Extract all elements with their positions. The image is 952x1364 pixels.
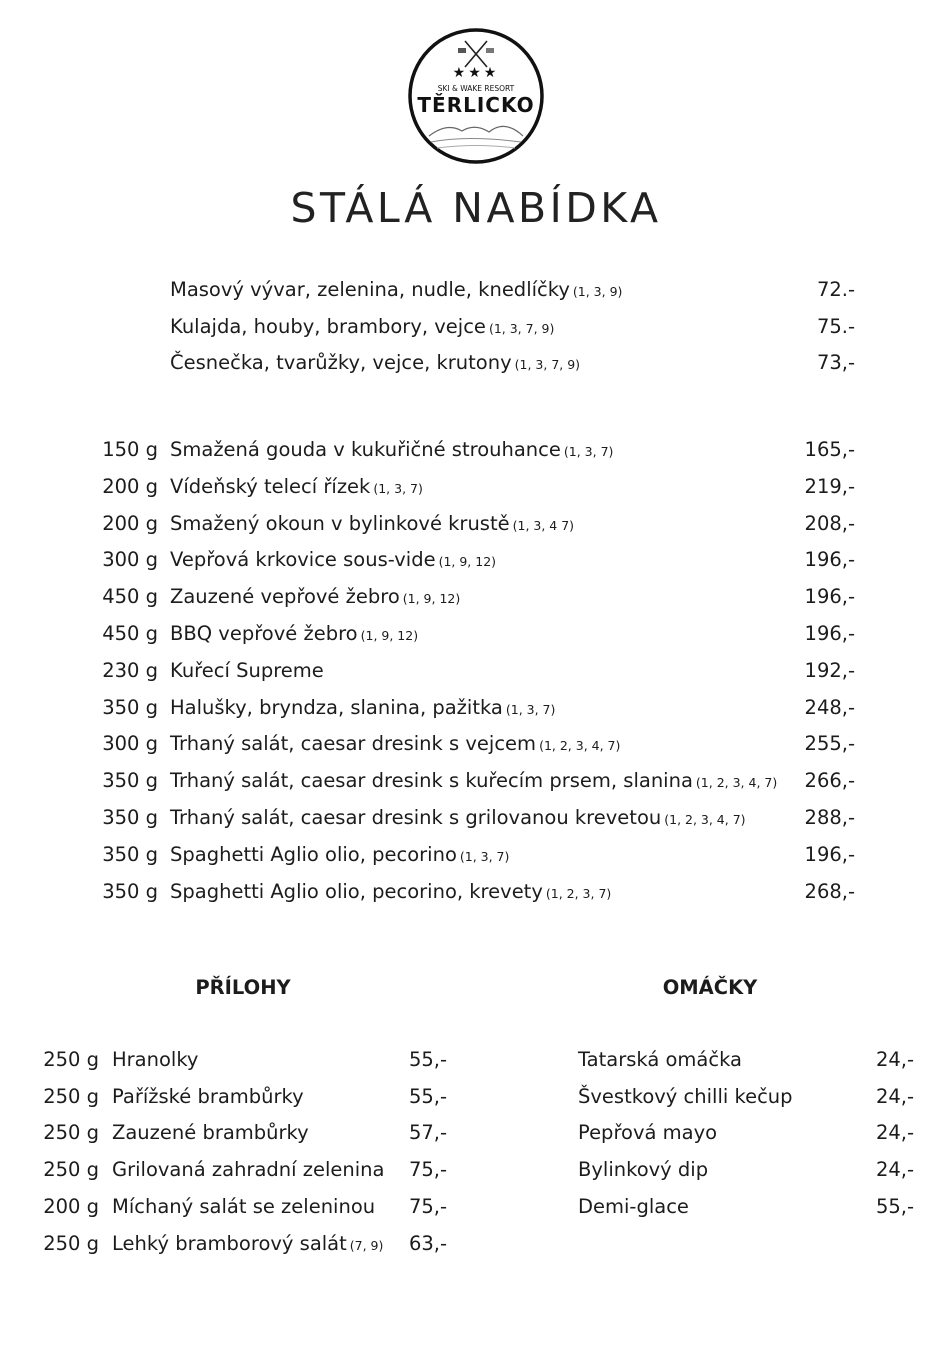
main-dish-item: [0, 622, 952, 652]
page-title: STÁLÁ NABÍDKA: [290, 184, 662, 232]
allergen-codes: (1, 2, 3, 4, 7): [539, 738, 621, 754]
dish-name: Halušky, bryndza, slanina, pažitka: [170, 695, 503, 719]
allergen-codes: (1, 3, 4 7): [512, 517, 575, 533]
dish-price: 208,-: [804, 511, 855, 535]
main-dish-item: [0, 732, 952, 762]
sauce-item: [578, 1121, 914, 1151]
side-price: 55,-: [408, 1084, 447, 1108]
soup-item: [0, 278, 952, 308]
allergen-codes: (1, 2, 3, 7): [545, 885, 612, 901]
dish-price: 73,-: [816, 351, 855, 374]
side-dish-item: [0, 1048, 470, 1078]
logo-name: TĚRLICKO: [417, 93, 535, 117]
dish-label: [170, 278, 622, 301]
side-name: Pařížské brambůrky: [112, 1084, 304, 1108]
allergen-codes: (1, 2, 3, 4, 7): [664, 812, 746, 827]
dish-weight: 300 g: [102, 548, 158, 572]
sauce-name: Bylinkový dip: [578, 1158, 709, 1182]
dish-name: Trhaný salát, caesar dresink s grilovanou krevetou: [170, 806, 662, 829]
allergen-codes: (1, 3, 7, 9): [488, 321, 555, 336]
dish-price: 196,-: [804, 622, 855, 645]
resort-logo: [407, 27, 545, 165]
main-dish-item: [0, 769, 952, 799]
sides-heading: PŘÍLOHY: [195, 976, 291, 999]
dish-label: [170, 315, 554, 338]
allergen-codes: (1, 3, 7, 9): [514, 357, 581, 372]
dish-label: [170, 438, 613, 461]
soup-item: [0, 351, 952, 381]
dish-name: Trhaný salát, caesar dresink s vejcem: [170, 732, 537, 756]
side-weight: 250 g: [43, 1084, 99, 1108]
allergen-codes: (1, 3, 7): [505, 701, 556, 717]
allergen-codes: (1, 3, 9): [572, 284, 623, 299]
sauces-heading: OMÁČKY: [662, 976, 758, 999]
dish-label: [170, 843, 509, 866]
side-price: 75,-: [408, 1158, 447, 1182]
dish-name: Kuřecí Supreme: [170, 658, 324, 682]
sauce-price: 24,-: [875, 1121, 914, 1145]
main-dish-item: [0, 806, 952, 836]
side-dish-item: [0, 1158, 470, 1188]
side-name: Lehký bramborový salát: [112, 1231, 347, 1255]
main-dish-item: [0, 880, 952, 910]
dish-weight: 350 g: [102, 842, 158, 866]
sauce-item: [578, 1085, 914, 1115]
sauce-name: Švestkový chilli kečup: [578, 1084, 793, 1108]
dish-weight: 350 g: [102, 769, 158, 793]
dish-name: Spaghetti Aglio olio, pecorino: [170, 842, 457, 866]
main-dish-item: [0, 438, 952, 468]
main-dish-item: [0, 696, 952, 726]
dish-weight: 350 g: [102, 879, 158, 903]
sauce-item: [578, 1158, 914, 1188]
allergen-codes: (1, 3, 7): [563, 444, 614, 459]
dish-price: 196,-: [804, 585, 855, 609]
side-weight: 250 g: [43, 1048, 99, 1071]
side-price: 57,-: [408, 1121, 447, 1145]
dish-price: 268,-: [804, 879, 855, 903]
sauce-price: 55,-: [875, 1194, 914, 1218]
dish-name: Spaghetti Aglio olio, pecorino, krevety: [170, 879, 543, 903]
sauce-price: 24,-: [875, 1048, 914, 1071]
dish-price: 196,-: [804, 842, 855, 866]
side-weight: 250 g: [43, 1158, 99, 1182]
dish-label: [170, 622, 418, 645]
dish-name: Vídeňský telecí řízek: [170, 474, 371, 498]
side-dish-item: [0, 1121, 470, 1151]
side-weight: 250 g: [43, 1231, 99, 1255]
allergen-codes: (1, 9, 12): [438, 554, 497, 570]
dish-price: 72.-: [816, 278, 855, 301]
allergen-codes: (1, 3, 7): [459, 848, 510, 864]
side-price: 55,-: [408, 1048, 447, 1071]
dish-label: [170, 769, 777, 792]
main-dish-item: [0, 659, 952, 689]
dish-price: 248,-: [804, 695, 855, 719]
sauce-price: 24,-: [875, 1158, 914, 1182]
sauce-item: [578, 1195, 914, 1225]
side-weight: 250 g: [43, 1121, 99, 1145]
dish-label: [170, 548, 496, 571]
side-dish-item: [0, 1195, 470, 1225]
side-name: Hranolky: [112, 1048, 199, 1071]
dish-label: [170, 585, 460, 608]
dish-label: [170, 696, 555, 719]
side-name: Grilovaná zahradní zelenina: [112, 1158, 385, 1182]
sauce-name: Demi-glace: [578, 1194, 689, 1218]
dish-label: [170, 351, 580, 374]
dish-price: 196,-: [804, 548, 855, 572]
soup-item: [0, 315, 952, 345]
dish-name: BBQ vepřové žebro: [170, 622, 358, 645]
dish-price: 266,-: [804, 769, 855, 793]
sauce-name: Pepřová mayo: [578, 1121, 718, 1145]
side-price: 63,-: [408, 1231, 447, 1255]
main-dish-item: [0, 585, 952, 615]
dish-price: 255,-: [804, 732, 855, 756]
dish-price: 288,-: [804, 806, 855, 829]
dish-name: Česnečka, tvarůžky, vejce, krutony: [170, 351, 512, 374]
dish-price: 165,-: [804, 438, 855, 461]
sauce-price: 24,-: [875, 1084, 914, 1108]
dish-weight: 350 g: [102, 806, 158, 829]
dish-label: [170, 880, 611, 903]
dish-price: 219,-: [804, 474, 855, 498]
dish-weight: 450 g: [102, 585, 158, 609]
allergen-codes: (7, 9): [349, 1237, 384, 1253]
dish-weight: 150 g: [102, 438, 158, 461]
dish-label: [170, 475, 423, 498]
side-dish-item: [0, 1085, 470, 1115]
dish-name: Zauzené vepřové žebro: [170, 585, 400, 609]
dish-name: Smažená gouda v kukuřičné strouhance: [170, 438, 561, 461]
dish-label: [170, 659, 324, 682]
dish-name: Vepřová krkovice sous-vide: [170, 548, 436, 572]
side-name: Míchaný salát se zeleninou: [112, 1194, 376, 1218]
main-dish-item: [0, 475, 952, 505]
side-price: 75,-: [408, 1194, 447, 1218]
dish-weight: 350 g: [102, 695, 158, 719]
dish-weight: 450 g: [102, 622, 158, 645]
allergen-codes: (1, 9, 12): [402, 591, 461, 607]
dish-weight: 300 g: [102, 732, 158, 756]
dish-name: Kulajda, houby, brambory, vejce: [170, 315, 486, 338]
allergen-codes: (1, 3, 7): [373, 480, 423, 496]
side-dish-item: [0, 1232, 470, 1262]
main-dish-item: [0, 843, 952, 873]
dish-name: Smažený okoun v bylinkové krustě: [170, 511, 510, 535]
logo-stars: ★★★: [452, 65, 500, 81]
dish-price: 75.-: [816, 315, 855, 338]
dish-label: [170, 512, 574, 535]
main-dish-item: [0, 548, 952, 578]
side-weight: 200 g: [43, 1194, 99, 1218]
dish-weight: 200 g: [102, 474, 158, 498]
allergen-codes: (1, 2, 3, 4, 7): [695, 775, 778, 791]
sauce-item: [578, 1048, 914, 1078]
dish-name: Masový vývar, zelenina, nudle, knedlíčky: [170, 278, 570, 301]
side-name: Zauzené brambůrky: [112, 1121, 309, 1145]
dish-name: Trhaný salát, caesar dresink s kuřecím prsem, slanina: [170, 769, 693, 793]
logo-brand-line: SKI & WAKE RESORT: [437, 84, 515, 93]
dish-price: 192,-: [804, 658, 855, 682]
sauce-name: Tatarská omáčka: [578, 1048, 742, 1071]
dish-label: [170, 806, 746, 829]
main-dish-item: [0, 512, 952, 542]
dish-weight: 230 g: [102, 658, 158, 682]
dish-label: [170, 732, 620, 755]
allergen-codes: (1, 9, 12): [360, 628, 419, 643]
dish-weight: 200 g: [102, 511, 158, 535]
